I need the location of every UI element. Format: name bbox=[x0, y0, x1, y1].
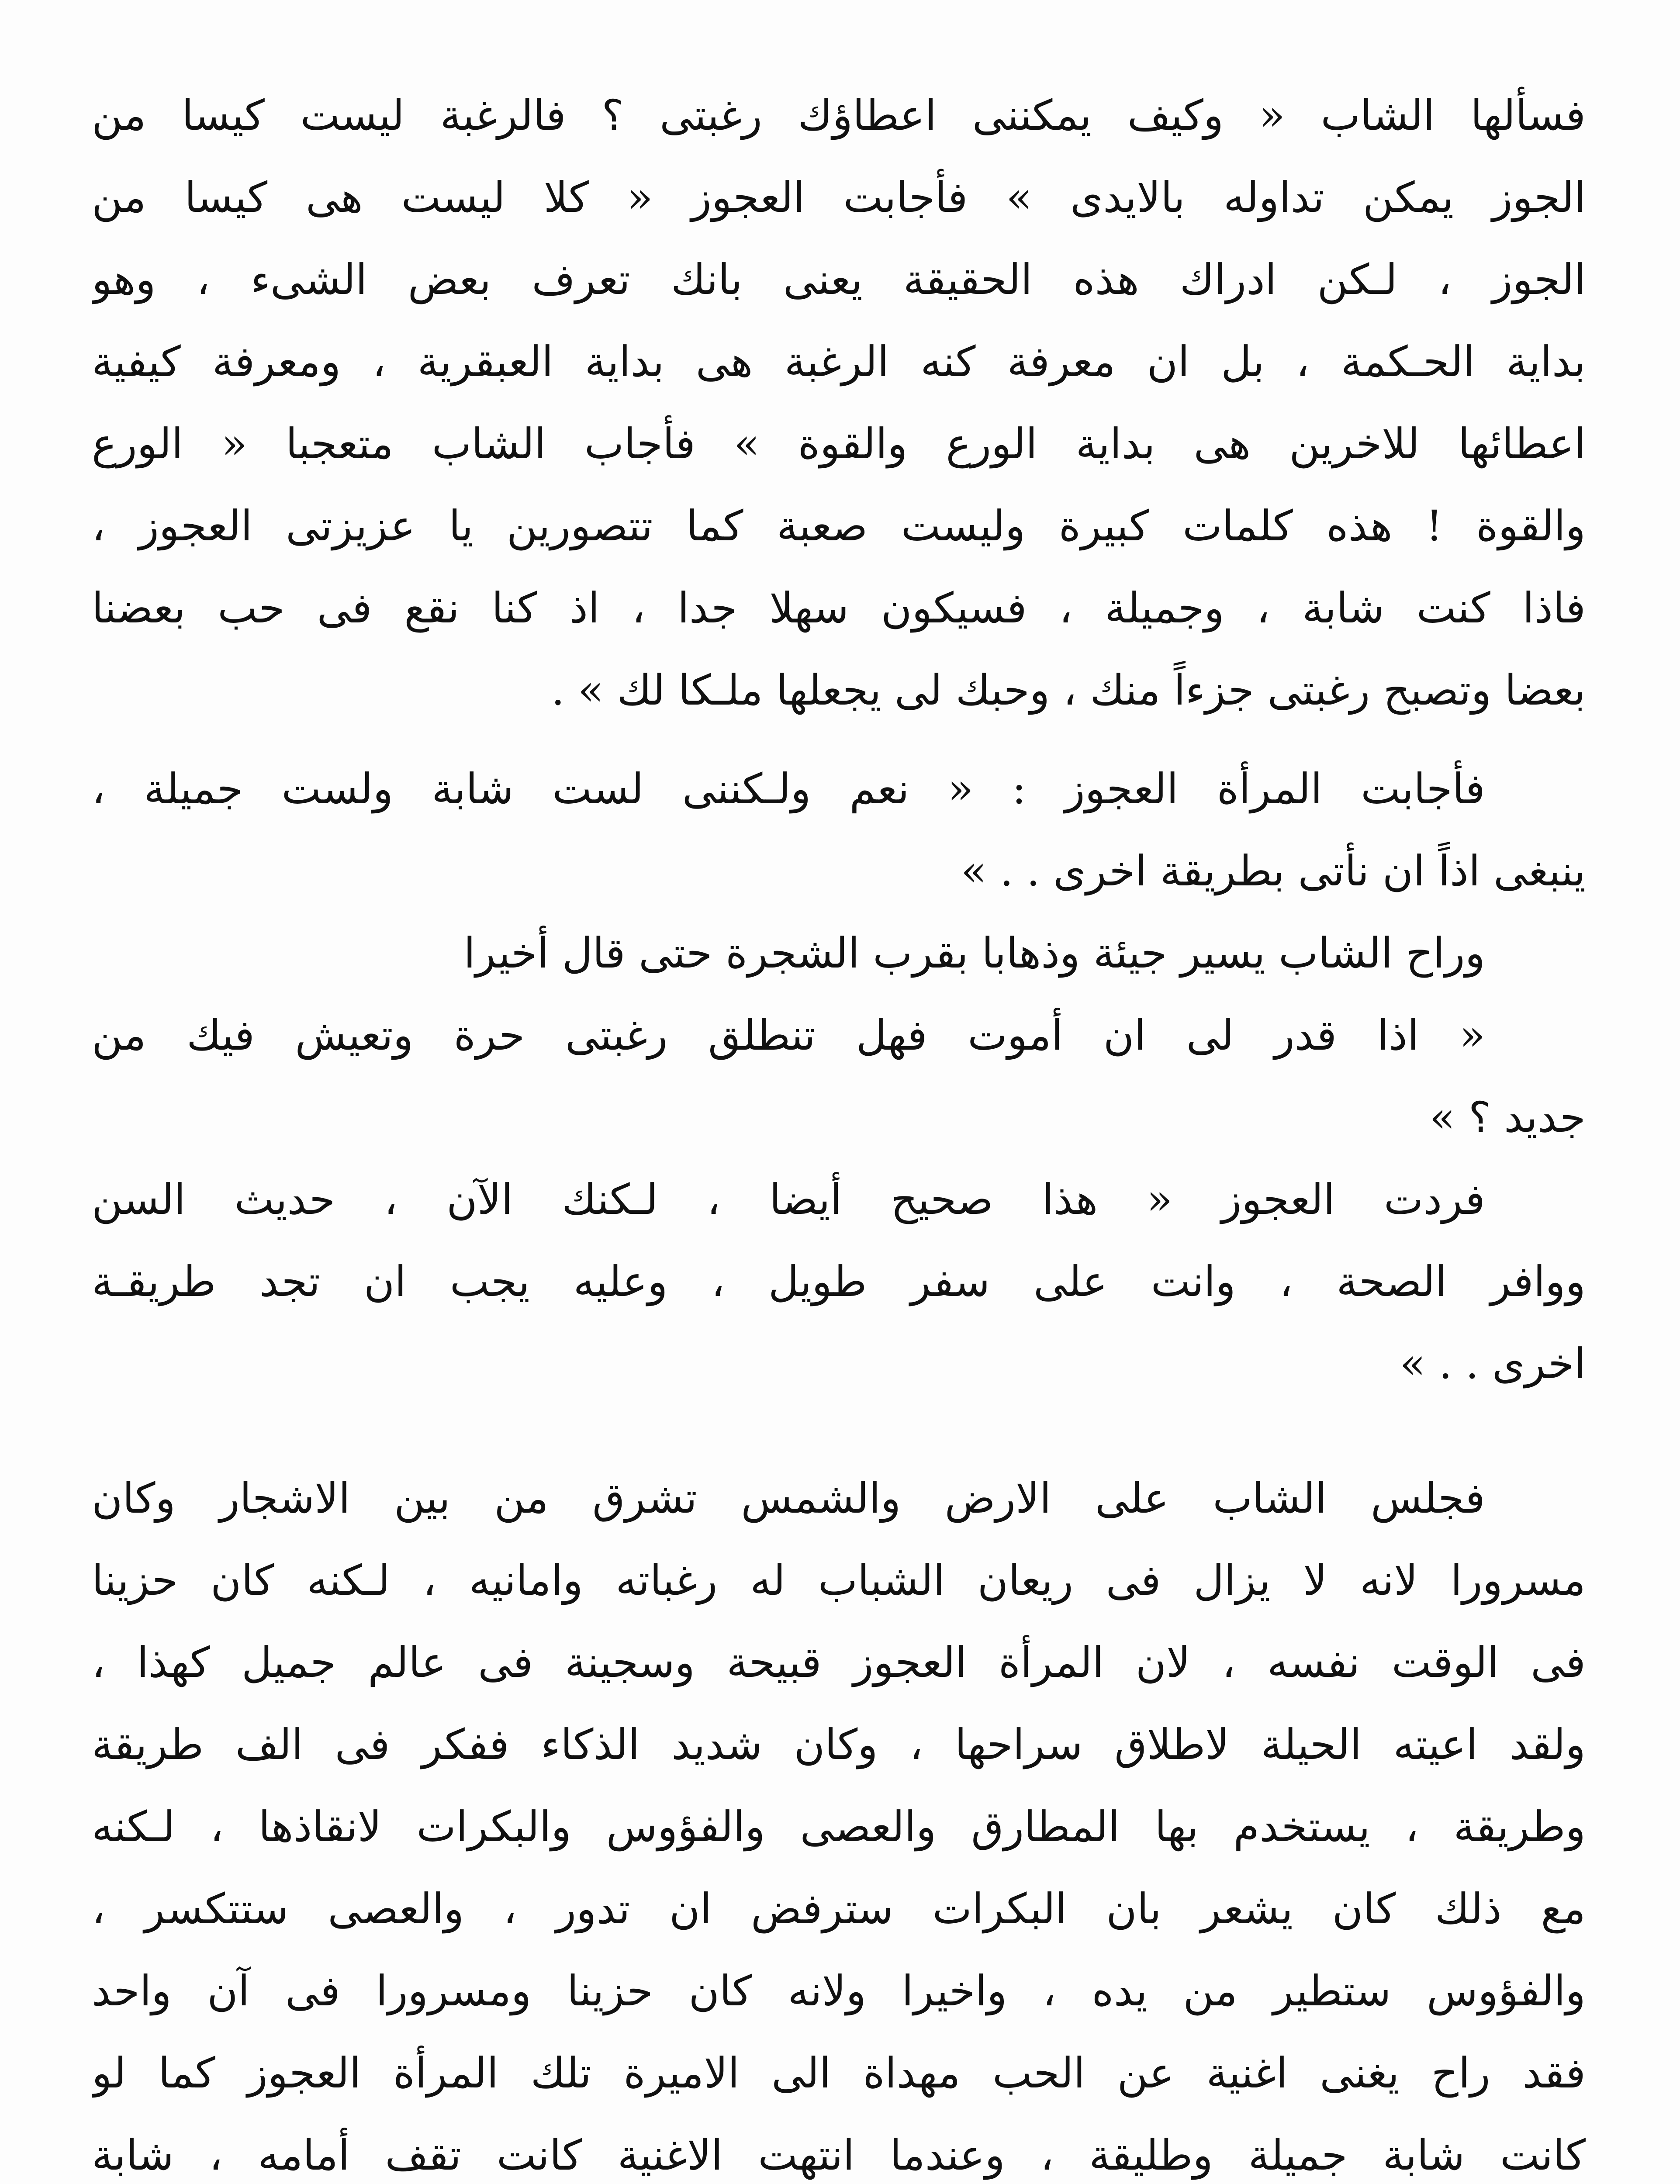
paragraph-5 bbox=[92, 1457, 1586, 2184]
text-line: مسرورا لانه لا يزال فى ريعان الشباب له رغباته وامانيه ، لـكنه كان حزينا bbox=[92, 1556, 1586, 1605]
paragraph-3 bbox=[92, 912, 1586, 1158]
text-line: فقد راح يغنى اغنية عن الحب مهداة الى الاميرة تلك المرأة العجوز كما لو bbox=[92, 2049, 1586, 2098]
text-line: والقوة ! هذه كلمات كبيرة وليست صعبة كما تتصورين يا عزيزتى العجوز ، bbox=[92, 501, 1586, 550]
paragraph-2 bbox=[92, 748, 1586, 912]
text-line: فسألها الشاب « وكيف يمكننى اعطاؤك رغبتى ؟ فالرغبة ليست كيسا من bbox=[92, 91, 1586, 140]
text-line: فاذا كنت شابة ، وجميلة ، فسيكون سهلا جدا ، اذ كنا نقع فى حب بعضنا bbox=[92, 584, 1586, 632]
text-line: فى الوقت نفسه ، لان المرأة العجوز قبيحة وسجينة فى عالم جميل كهذا ، bbox=[92, 1638, 1586, 1687]
text-line: ينبغى اذاً ان نأتى بطريقة اخرى . . » bbox=[961, 847, 1586, 895]
text-line: ووافر الصحة ، وانت على سفر طويل ، وعليه يجب ان تجد طريقـة bbox=[92, 1257, 1586, 1306]
text-line: اعطائها للاخرين هى بداية الورع والقوة » فأجاب الشاب متعجبا « الورع bbox=[92, 419, 1586, 468]
text-line: ولقد اعيته الحيلة لاطلاق سراحها ، وكان شديد الذكاء ففكر فى الف طريقة bbox=[92, 1720, 1586, 1769]
text-line: بداية الحـكمة ، بل ان معرفة كنه الرغبة هى بداية العبقرية ، ومعرفة كيفية bbox=[92, 337, 1586, 386]
text-line: الجوز ، لـكن ادراك هذه الحقيقة يعنى بانك تعرف بعض الشىء ، وهو bbox=[92, 255, 1586, 304]
text-line: فجلس الشاب على الارض والشمس تشرق من بين الاشجار وكان bbox=[92, 1474, 1485, 1523]
text-line: مع ذلك كان يشعر بان البكرات سترفض ان تدور ، والعصى ستتكسر ، bbox=[92, 1884, 1586, 1933]
paragraph-4 bbox=[92, 1158, 1586, 1405]
text-line: « اذا قدر لى ان أموت فهل تنطلق رغبتى حرة وتعيش فيك من bbox=[92, 1011, 1485, 1060]
text-line: فردت العجوز « هذا صحيح أيضا ، لـكنك الآن ، حديث السن bbox=[92, 1175, 1485, 1224]
text-line: كانت شابة جميلة وطليقة ، وعندما انتهت الاغنية كانت تقف أمامه ، شابة bbox=[92, 2131, 1586, 2180]
text-line: اخرى . . » bbox=[1400, 1339, 1586, 1388]
text-line: جديد ؟ » bbox=[1429, 1093, 1586, 1142]
text-line: والفؤوس ستطير من يده ، واخيرا ولانه كان حزينا ومسرورا فى آن واحد bbox=[92, 1966, 1586, 2015]
text-line: وطريقة ، يستخدم بها المطارق والعصى والفؤوس والبكرات لانقاذها ، لـكنه bbox=[92, 1802, 1586, 1851]
text-line: وراح الشاب يسير جيئة وذهابا بقرب الشجرة حتى قال أخيرا bbox=[463, 929, 1485, 978]
text-line: الجوز يمكن تداوله بالايدى » فأجابت العجوز « كلا ليست هى كيسا من bbox=[92, 173, 1586, 222]
paragraph-1 bbox=[92, 74, 1586, 731]
text-line: فأجابت المرأة العجوز : « نعم ولـكننى لست شابة ولست جميلة ، bbox=[92, 764, 1485, 813]
text-line: بعضا وتصبح رغبتى جزءاً منك ، وحبك لى يجعلها ملـكا لك » . bbox=[551, 666, 1586, 715]
page-body bbox=[92, 74, 1586, 2184]
